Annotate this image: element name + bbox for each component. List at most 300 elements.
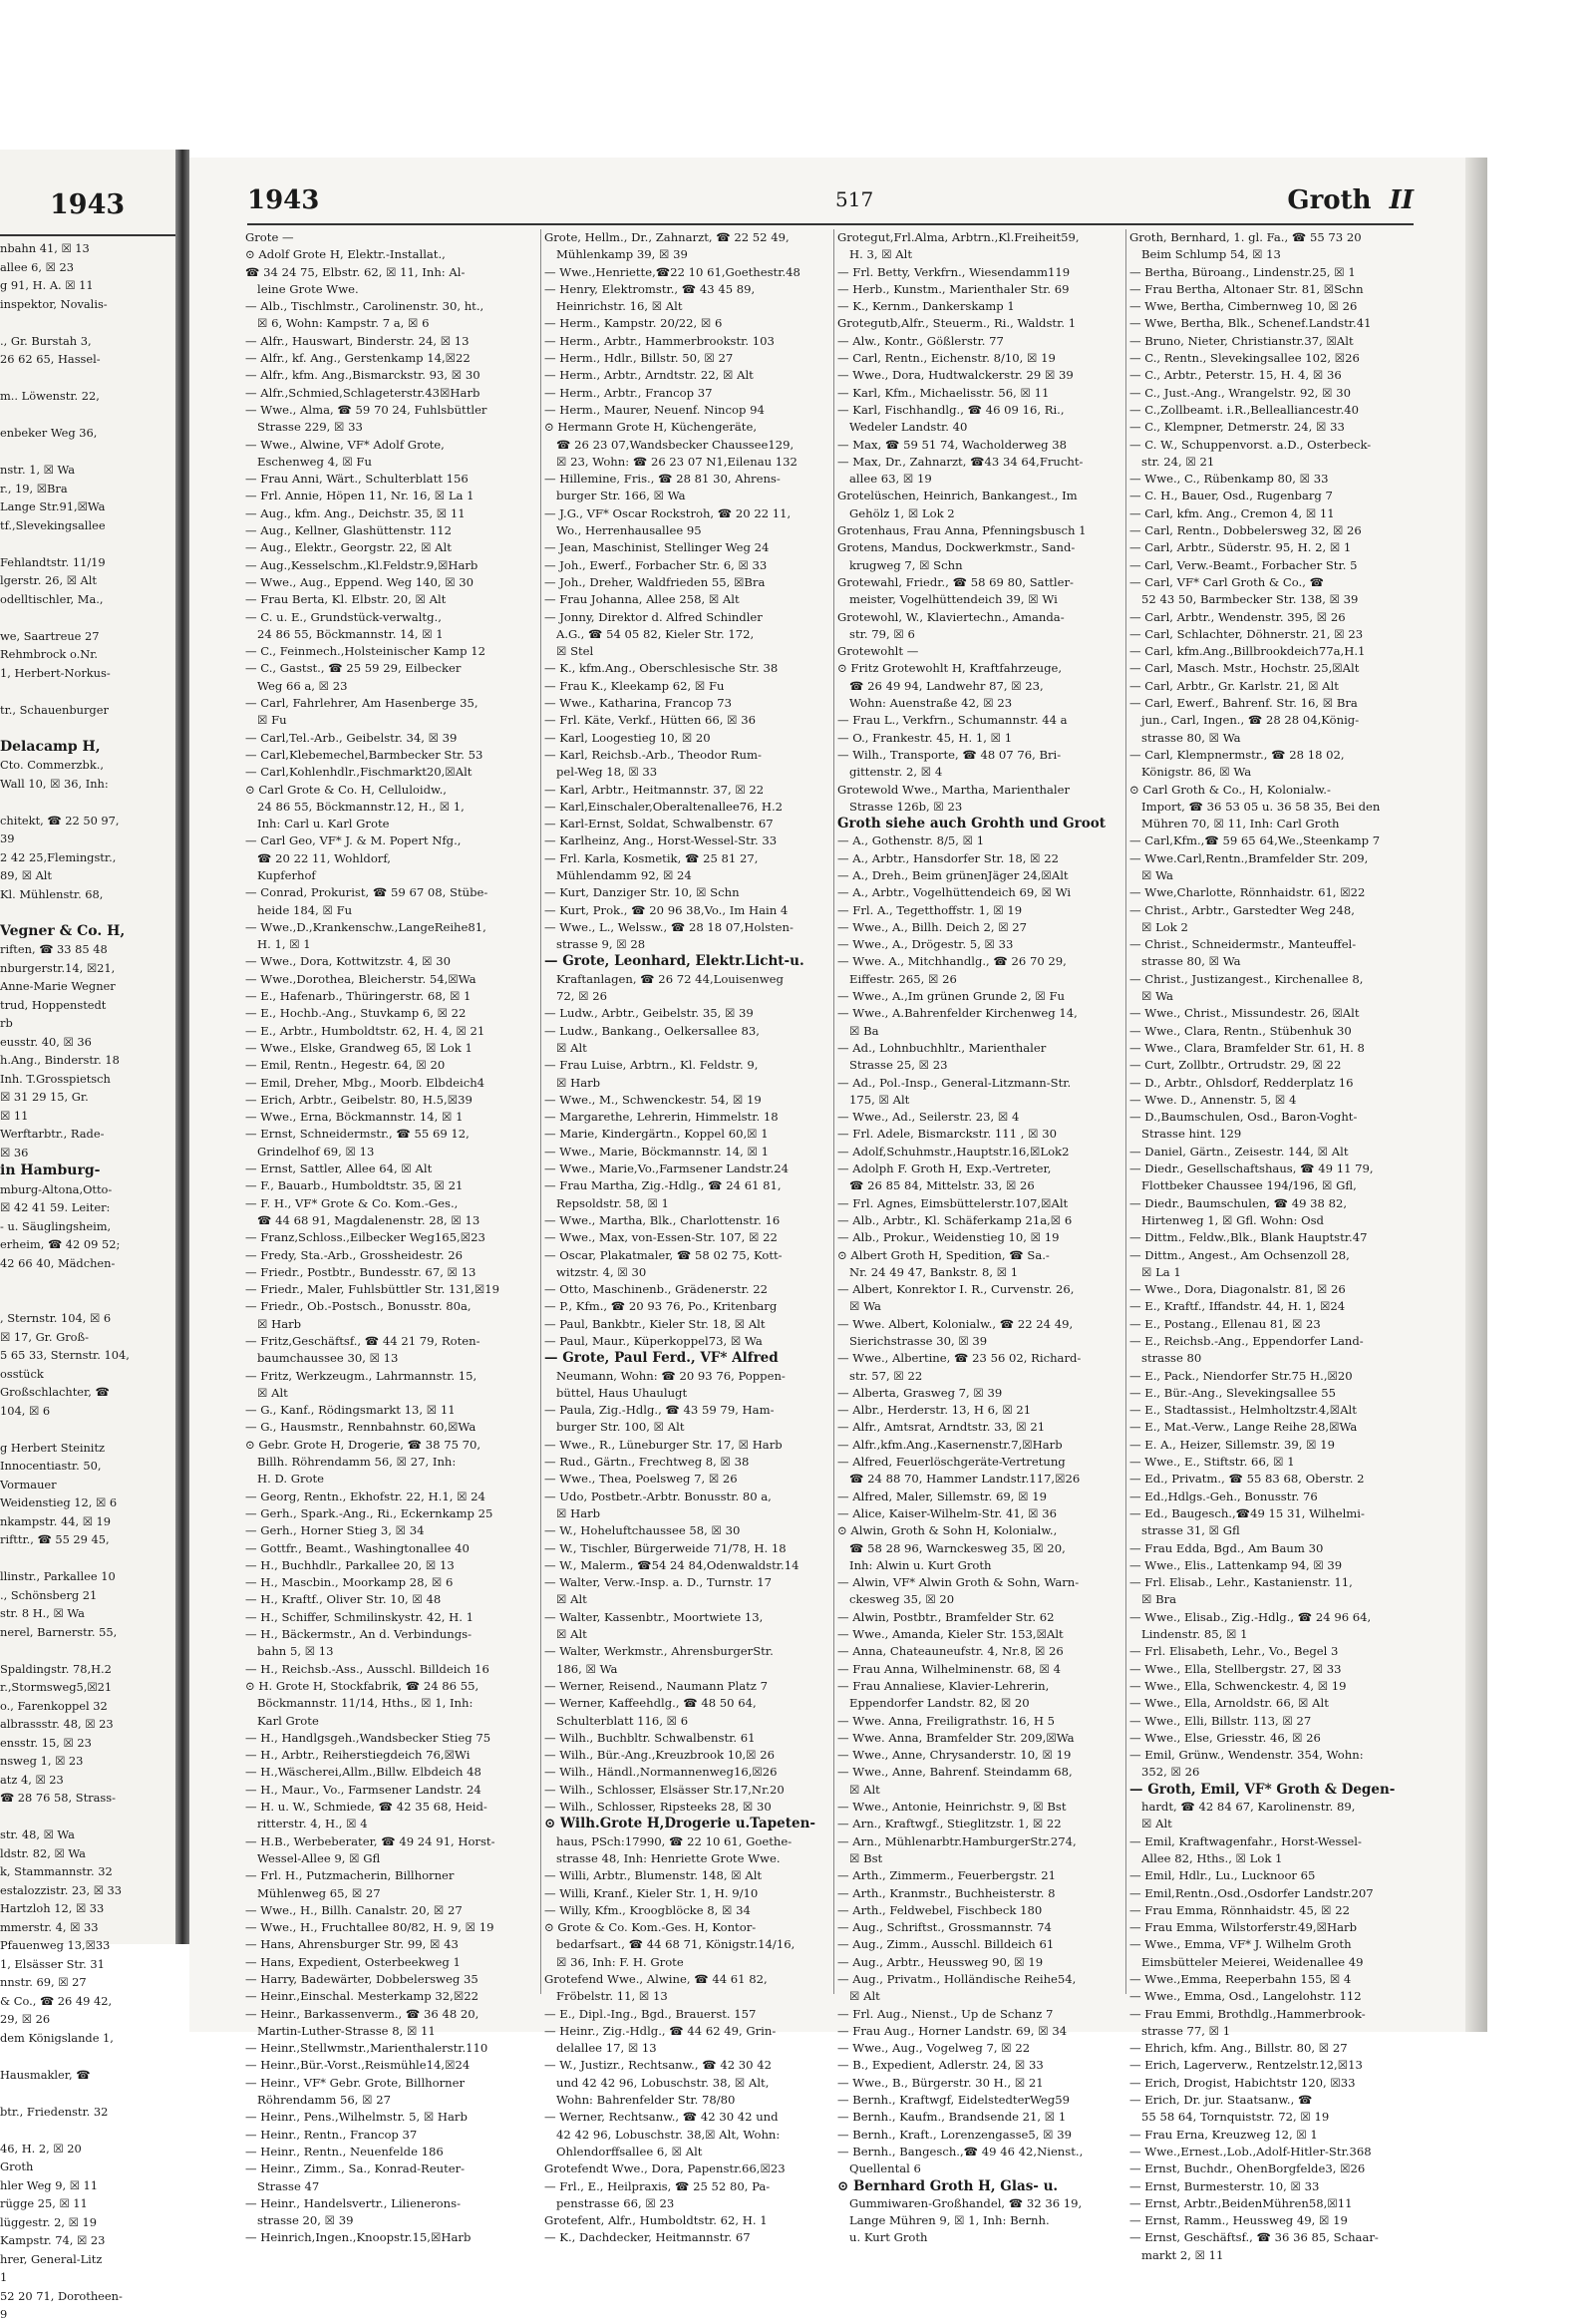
- directory-entry-line: — A., Gothenstr. 8/5, ☒ 1: [837, 833, 985, 848]
- directory-entry-line: — C., Feinmech.,Holsteinischer Kamp 12: [245, 644, 485, 659]
- directory-entry-line: Kupferhof: [257, 867, 316, 882]
- directory-entry-line: — Curt, Zollbtr., Ortrudstr. 29, ☒ 22: [1129, 1058, 1342, 1073]
- directory-entry-line: — Wwe., A.Bahrenfelder Kirchenweg 14,: [837, 1006, 1078, 1021]
- directory-entry-line: — Joh., Ewerf., Forbacher Str. 6, ☒ 33: [544, 557, 768, 572]
- directory-entry-line: Karl Grote: [257, 1713, 319, 1728]
- directory-entry-line: — Aug.,Kesselschm.,Kl.Feldstr.9,☒Harb: [245, 557, 478, 572]
- directory-entry-line: — Otto, Maschinenb., Grädenerstr. 22: [544, 1282, 768, 1297]
- header-running-name: [1287, 185, 1414, 215]
- directory-entry-line: — Anna, Chateauneufstr. 4, Nr.8, ☒ 26: [837, 1644, 1064, 1659]
- directory-entry-line: — Georg, Rentn., Ekhofstr. 22, H.1, ☒ 24: [245, 1489, 485, 1503]
- directory-entry-line: penstrasse 66, ☒ 23: [556, 2195, 675, 2210]
- previous-page-line: [0, 443, 179, 462]
- directory-entry-line: strasse 48, Inh: Henriette Grote Wwe.: [556, 1850, 781, 1865]
- previous-page-line: nbahn 41, ☒ 13: [0, 241, 90, 255]
- directory-entry-line: — Albert, Konrektor I. R., Curvenstr. 26,: [837, 1282, 1075, 1297]
- previous-page-line: [0, 2084, 179, 2103]
- previous-page-line: Wall 10, ☒ 36, Inh:: [0, 776, 109, 791]
- directory-entry-line: Gummiwaren-Großhandel, ☎ 32 36 19,: [849, 2195, 1083, 2210]
- directory-entry-line: — Paula, Zig.-Hdlg., ☎ 43 59 79, Ham-: [544, 1403, 775, 1418]
- directory-entry-line: Heinrichstr. 16, ☒ Alt: [556, 299, 683, 314]
- directory-entry-line: — Willi, Arbtr., Blumenstr. 148, ☒ Alt: [544, 1868, 763, 1883]
- directory-entry-line: ☒ Alt: [556, 1627, 587, 1642]
- previous-page-line: 1, Herbert-Norkus-: [0, 665, 111, 680]
- directory-entry-line: — Herm., Maurer, Neuenf. Nincop 94: [544, 402, 765, 417]
- previous-page-line: 46, H. 2, ☒ 20: [0, 2141, 82, 2156]
- directory-entry-line: — Carl, Rentn., Dobbelersweg 32, ☒ 26: [1129, 523, 1362, 538]
- book-gutter: [175, 150, 189, 1944]
- directory-entry-line: — Arth., Zimmerm., Feuerbergstr. 21: [837, 1868, 1056, 1883]
- previous-page-line: erheim, ☎ 42 09 52;: [0, 1237, 121, 1251]
- directory-entry-line: — Wwe., L., Welssw., ☎ 28 18 07,Holsten-: [544, 919, 794, 934]
- previous-page-line: [0, 1549, 179, 1568]
- directory-entry-line: — Heinr., Rentn., Neuenfelde 186: [245, 2144, 444, 2158]
- directory-entry-line: — Carl,Kfm.,☎ 59 65 64,We.,Steenkamp 7: [1129, 833, 1381, 848]
- directory-entry-line: — Groth, Emil, VF* Groth & Degen-: [1129, 1781, 1396, 1798]
- page-header: [247, 185, 1414, 219]
- directory-entry-line: H. 3, ☒ Alt: [849, 247, 913, 262]
- directory-entry-line: ritterstr. 4, H., ☒ 4: [257, 1817, 368, 1831]
- directory-entry-line: Grote, Hellm., Dr., Zahnarzt, ☎ 22 52 49,: [544, 230, 790, 244]
- directory-entry-line: Mühlendamm 92, ☒ 24: [556, 867, 692, 882]
- previous-page-line: r.,Stormsweg5,☒21: [0, 1680, 113, 1694]
- previous-page-line: r., 19, ☒Bra: [0, 481, 68, 496]
- directory-entry-line: — Jean, Maschinist, Stellinger Weg 24: [544, 540, 770, 555]
- directory-entry-line: — Carl Geo, VF* J. & M. Popert Nfg.,: [245, 833, 462, 848]
- directory-entry-line: Neumann, Wohn: ☎ 20 93 76, Poppen-: [556, 1368, 786, 1383]
- directory-entry-line: Allee 82, Hths., ☒ Lok 1: [1141, 1850, 1283, 1865]
- directory-entry-line: — Bernh., Kaufm., Brandsende 21, ☒ 1: [837, 2110, 1067, 2125]
- directory-entry-line: ☒ 23, Wohn: ☎ 26 23 07 N1,Eilenau 132: [556, 454, 798, 469]
- directory-entry-line: — Wwe., Ella, Stellbergstr. 27, ☒ 33: [1129, 1661, 1342, 1676]
- directory-entry-line: — Wwe., Elisab., Zig.-Hdlg., ☎ 24 96 64,: [1129, 1609, 1372, 1624]
- directory-entry-line: ☒ Stel: [556, 644, 594, 659]
- directory-entry-line: Strasse 25, ☒ 23: [849, 1058, 948, 1073]
- directory-entry-line: — Ed., Privatm., ☎ 55 83 68, Oberstr. 2: [1129, 1472, 1365, 1487]
- directory-entry-line: — C., Klempner, Detmerstr. 24, ☒ 33: [1129, 420, 1345, 435]
- directory-entry-line: — Walter, Verw.-Insp. a. D., Turnstr. 17: [544, 1575, 773, 1590]
- previous-page-line: nkampstr. 44, ☒ 19: [0, 1513, 112, 1528]
- directory-entry-line: ☒ La 1: [1141, 1264, 1181, 1279]
- directory-entry-line: — E., Hafenarb., Thüringerstr. 68, ☒ 1: [245, 989, 472, 1004]
- directory-entry-line: — Friedr., Maler, Fuhlsbüttler Str. 131,☒19: [245, 1282, 500, 1297]
- previous-page-line: Pfauenweg 13,☒33: [0, 1938, 111, 1952]
- previous-page-line: o., Farenkoppel 32: [0, 1698, 108, 1713]
- directory-entry-line: strasse 80, ☒ Wa: [1141, 730, 1241, 745]
- directory-entry-line: — Frau K., Kleekamp 62, ☒ Fu: [544, 678, 725, 693]
- previous-page-line: g Herbert Steinitz: [0, 1440, 106, 1455]
- directory-entry-line: — Daniel, Gärtn., Zeisestr. 144, ☒ Alt: [1129, 1144, 1349, 1159]
- previous-page-line: [0, 1291, 179, 1310]
- directory-entry-line: Grotelüschen, Heinrich, Bankangest., Im: [837, 489, 1078, 503]
- directory-entry-line: heide 184, ☒ Fu: [257, 902, 353, 917]
- directory-entry-line: Wohn: Bahrenfelder Str. 78/80: [556, 2093, 736, 2108]
- directory-entry-line: — Friedr., Postbtr., Bundesstr. 67, ☒ 13: [245, 1264, 477, 1279]
- directory-entry-line: ☒ Ba: [849, 1023, 879, 1038]
- directory-entry-line: Eimsbütteler Meierei, Weidenallee 49: [1141, 1954, 1364, 1969]
- directory-entry-line: — Bruno, Nieter, Christianstr.37, ☒Alt: [1129, 333, 1354, 348]
- directory-entry-line: Sierichstrasse 30, ☒ 39: [849, 1334, 988, 1348]
- directory-entry-line: — Wwe., Clara, Rentn., Stübenhuk 30: [1129, 1023, 1352, 1038]
- directory-entry-line: Flottbeker Chaussee 194/196, ☒ Gfl,: [1141, 1178, 1357, 1193]
- previous-page-line: , Sternstr. 104, ☒ 6: [0, 1311, 112, 1325]
- directory-entry-line: — Kurt, Prok., ☎ 20 96 38,Vo., Im Hain 4: [544, 902, 789, 917]
- directory-entry-line: — C. u. E., Grundstück-verwaltg.,: [245, 609, 442, 624]
- directory-entry-line: — G., Kanf., Rödingsmarkt 13, ☒ 11: [245, 1403, 456, 1418]
- directory-entry-line: — Erich, Drogist, Habichtstr 120, ☒33: [1129, 2075, 1356, 2090]
- directory-entry-line: — H., Bäckermstr., An d. Verbindungs-: [245, 1627, 472, 1642]
- directory-entry-line: Grotefendt Wwe., Dora, Papenstr.66,☒23: [544, 2161, 786, 2176]
- directory-entry-line: — Heinrich,Ingen.,Knoopstr.15,☒Harb: [245, 2230, 472, 2245]
- directory-entry-line: Grotewohl, W., Klaviertechn., Amanda-: [837, 609, 1065, 624]
- directory-entry-line: — Frau Berta, Kl. Elbstr. 20, ☒ Alt: [245, 592, 447, 607]
- directory-entry-line: — Wwe., R., Lüneburger Str. 17, ☒ Harb: [544, 1437, 783, 1452]
- directory-entry-line: — Wwe., Ella, Arnoldstr. 66, ☒ Alt: [1129, 1696, 1329, 1711]
- directory-entry-line: — Carl, Rentn., Eichenstr. 8/10, ☒ 19: [837, 351, 1056, 366]
- directory-entry-line: Grotefend Wwe., Alwine, ☎ 44 61 82,: [544, 1971, 768, 1986]
- previous-page-header-rule: [0, 234, 179, 236]
- directory-entry-line: Nr. 24 49 47, Bankstr. 8, ☒ 1: [849, 1264, 1019, 1279]
- directory-entry-line: pel-Weg 18, ☒ 33: [556, 765, 658, 780]
- directory-entry-line: — Karl, Fischhandlg., ☎ 46 09 16, Ri.,: [837, 402, 1065, 417]
- directory-entry-line: — D., Arbtr., Ohlsdorf, Redderplatz 16: [1129, 1075, 1354, 1090]
- directory-entry-line: — Karl, Kfm., Michaelisstr. 56, ☒ 11: [837, 385, 1050, 400]
- directory-entry-line: — Wwe. A., Mitchhandlg., ☎ 26 70 29,: [837, 954, 1067, 969]
- directory-entry-line: büttel, Haus Uhaulugt: [556, 1385, 688, 1400]
- directory-entry-line: — Fritz, Werkzeugm., Lahrmannstr. 15,: [245, 1368, 478, 1383]
- previous-page-line: Vormauer: [0, 1477, 57, 1492]
- directory-entry-line: — Henry, Elektromstr., ☎ 43 45 89,: [544, 281, 756, 296]
- directory-entry-line: — Conrad, Prokurist, ☎ 59 67 08, Stübe-: [245, 885, 488, 900]
- previous-page-line: inspektor, Novalis-: [0, 296, 108, 311]
- previous-page-year: 1943: [50, 189, 126, 220]
- directory-entry-line: — H., Kraftf., Oliver Str. 10, ☒ 48: [245, 1592, 442, 1607]
- directory-entry-line: — Wwe., A., Billh. Deich 2, ☒ 27: [837, 919, 1028, 934]
- directory-entry-line: — Heinr., Zimm., Sa., Konrad-Reuter-: [245, 2161, 466, 2176]
- previous-page-line: Groth: [0, 2159, 34, 2173]
- directory-entry-line: Grote —: [245, 230, 294, 244]
- previous-page-line: [0, 1808, 179, 1826]
- directory-entry-line: — Heinr., Handelsvertr., Lilienerons-: [245, 2195, 461, 2210]
- directory-entry-line: — Ernst, Geschäftsf., ☎ 36 36 85, Schaar-: [1129, 2230, 1379, 2245]
- directory-entry-line: — A., Arbtr., Vogelhüttendeich 69, ☒ Wi: [837, 885, 1072, 900]
- directory-entry-line: — Frau Emma, Rönnhaidstr. 45, ☒ 22: [1129, 1902, 1351, 1917]
- directory-entry-line: allee 63, ☒ 19: [849, 472, 932, 487]
- directory-entry-line: — Wwe., Katharina, Francop 73: [544, 696, 732, 711]
- directory-entry-line: — Franz,Schloss.,Eilbecker Weg165,☒23: [245, 1230, 485, 1245]
- directory-entry-line: — Wwe., Dora, Hudtwalckerstr. 29 ☒ 39: [837, 368, 1074, 383]
- directory-entry-line: ☒ Alt: [849, 1782, 880, 1797]
- directory-entry-line: delallee 17, ☒ 13: [556, 2041, 657, 2056]
- directory-entry-line: — Wilh., Händl.,Normannenweg16,☒26: [544, 1765, 778, 1780]
- directory-entry-line: und 42 42 96, Lobuschstr. 38, ☒ Alt,: [556, 2075, 770, 2090]
- directory-entry-line: Wohn: Auenstraße 42, ☒ 23: [849, 696, 1013, 711]
- directory-entry-line: ☒ Fu: [257, 713, 287, 728]
- directory-entry-line: Ohlendorffsallee 6, ☒ Alt: [556, 2144, 703, 2158]
- directory-entry-line: ⊙ Gebr. Grote H, Drogerie, ☎ 38 75 70,: [245, 1437, 481, 1452]
- directory-entry-line: — Diedr., Gesellschaftshaus, ☎ 49 11 79,: [1129, 1162, 1374, 1176]
- directory-entry-line: Mühlenweg 65, ☒ 27: [257, 1885, 381, 1900]
- directory-entry-line: — E., Mat.-Verw., Lange Reihe 28,☒Wa: [1129, 1420, 1358, 1435]
- directory-entry-line: Strasse 126b, ☒ 23: [849, 799, 963, 814]
- directory-entry-line: bahn 5, ☒ 13: [257, 1644, 334, 1659]
- previous-page-line: - u. Säuglingsheim,: [0, 1218, 112, 1233]
- previous-page-line: 39: [0, 831, 15, 845]
- directory-entry-line: — Aug., Privatm., Holländische Reihe54,: [837, 1971, 1077, 1986]
- directory-entry-line: — F., Bauarb., Humboldtstr. 35, ☒ 21: [245, 1178, 464, 1193]
- directory-entry-line: — H., Schiffer, Schmilinskystr. 42, H. 1: [245, 1609, 475, 1624]
- directory-entry-line: — Frl. Käte, Verkf., Hütten 66, ☒ 36: [544, 713, 756, 728]
- directory-entry-line: — Erich, Dr. jur. Staatsanw., ☎: [1129, 2093, 1313, 2108]
- directory-entry-line: — Carl, Schlachter, Döhnerstr. 21, ☒ 23: [1129, 626, 1364, 641]
- directory-entry-line: — Carl, Arbtr., Süderstr. 95, H. 2, ☒ 1: [1129, 540, 1352, 555]
- previous-page-line: nburgerstr.14, ☒21,: [0, 960, 116, 975]
- directory-entry-line: — Ludw., Bankang., Oelkersallee 83,: [544, 1023, 760, 1038]
- directory-entry-line: — Herb., Kunstm., Marienthaler Str. 69: [837, 281, 1070, 296]
- directory-entry-line: — Wwe., Dora, Kottwitzstr. 4, ☒ 30: [245, 954, 452, 969]
- previous-page-line: Inh. T.Grosspietsch: [0, 1071, 111, 1086]
- directory-entry-line: — Wwe., Martha, Blk., Charlottenstr. 16: [544, 1212, 781, 1227]
- directory-entry-line: — Friedr., Ob.-Postsch., Bonusstr. 80a,: [245, 1299, 472, 1314]
- directory-entry-line: str. 57, ☒ 22: [849, 1368, 923, 1383]
- directory-entry-line: — Alfr., kf. Ang., Gerstenkamp 14,☒22: [245, 351, 471, 366]
- directory-entry-line: — C., Just.-Ang., Wrangelstr. 92, ☒ 30: [1129, 385, 1351, 400]
- directory-entry-line: — Alb., Prokur., Weidenstieg 10, ☒ 19: [837, 1230, 1060, 1245]
- previous-page-line: ☎ 28 76 58, Strass-: [0, 1791, 116, 1805]
- directory-entry-line: ☒ Harb: [257, 1316, 302, 1331]
- previous-page-line: hler Weg 9, ☒ 11: [0, 2177, 99, 2192]
- directory-entry-line: Grotegutb,Alfr., Steuerm., Ri., Waldstr. 1: [837, 316, 1077, 331]
- previous-page-line: [0, 313, 179, 332]
- directory-entry-line: — Aug., Elektr., Georgstr. 22, ☒ Alt: [245, 540, 452, 555]
- directory-entry-line: — Christ., Arbtr., Garstedter Weg 248,: [1129, 902, 1355, 917]
- directory-entry-line: ☒ Alt: [849, 1989, 880, 2004]
- directory-entry-line: 175, ☒ Alt: [849, 1092, 910, 1107]
- directory-entry-line: Groth siehe auch Grohth und Groot: [837, 816, 1106, 832]
- directory-entry-line: — Margarethe, Lehrerin, Himmelstr. 18: [544, 1110, 779, 1125]
- directory-entry-line: — Carl,Tel.-Arb., Geibelstr. 34, ☒ 39: [245, 730, 458, 745]
- directory-entry-line: — Grote, Leonhard, Elektr.Licht-u.: [544, 953, 804, 970]
- directory-entry-line: Königstr. 86, ☒ Wa: [1141, 765, 1252, 780]
- directory-entry-line: — H., Reichsb.-Ass., Ausschl. Billdeich 16: [245, 1661, 489, 1676]
- directory-entry-line: Hirtenweg 1, ☒ Gfl. Wohn: Osd: [1141, 1212, 1324, 1227]
- directory-page: [189, 158, 1487, 2262]
- directory-entry-line: — Carl, kfm.Ang.,Billbrookdeich77a,H.1: [1129, 644, 1366, 659]
- directory-entry-line: — Hillemine, Fris., ☎ 28 81 30, Ahrens-: [544, 472, 781, 487]
- directory-entry-line: — Wwe., Anne, Bahrenf. Steindamm 68,: [837, 1765, 1073, 1780]
- directory-entry-line: H. D. Grote: [257, 1472, 325, 1487]
- directory-entry-line: ⊙ Bernhard Groth H, Glas- u.: [837, 2177, 1059, 2194]
- directory-entry-line: Schulterblatt 116, ☒ 6: [556, 1713, 689, 1728]
- directory-column-2: [544, 229, 836, 2245]
- directory-entry-line: — Carl, Klempnermstr., ☎ 28 18 02,: [1129, 747, 1345, 762]
- previous-page-line: [0, 406, 179, 425]
- directory-entry-line: — Wwe. Albert, Kolonialw., ☎ 22 24 49,: [837, 1316, 1074, 1331]
- directory-entry-line: burger Str. 100, ☒ Alt: [556, 1420, 685, 1435]
- directory-entry-line: — Wwe., Emma, VF* J. Wilhelm Groth: [1129, 1937, 1352, 1952]
- directory-entry-line: — Kurt, Danziger Str. 10, ☒ Schn: [544, 885, 740, 900]
- directory-entry-line: — Fritz,Geschäftsf., ☎ 44 21 79, Roten-: [245, 1334, 480, 1348]
- previous-page-line: [0, 1420, 179, 1439]
- directory-entry-line: — O., Frankestr. 45, H. 1, ☒ 1: [837, 730, 1013, 745]
- directory-entry-line: — Alw., Kontr., Gößlerstr. 77: [837, 333, 1004, 348]
- directory-entry-line: ⊙ Grote & Co. Kom.-Ges. H, Kontor-: [544, 1920, 757, 1935]
- directory-entry-line: leine Grote Wwe.: [257, 281, 359, 296]
- directory-entry-line: — Frau Martha, Zig.-Hdlg., ☎ 24 61 81,: [544, 1178, 782, 1193]
- directory-entry-line: — Frau Emma, Wilstorferstr.49,☒Harb: [1129, 1920, 1357, 1935]
- directory-entry-line: — Oscar, Plakatmaler, ☎ 58 02 75, Kott-: [544, 1247, 783, 1262]
- directory-entry-line: Quellental 6: [849, 2161, 921, 2176]
- previous-page-line: ., Gr. Burstah 3,: [0, 333, 92, 348]
- directory-entry-line: — Albr., Herderstr. 13, H 6, ☒ 21: [837, 1403, 1032, 1418]
- previous-page-line: rügge 25, ☒ 11: [0, 2196, 88, 2210]
- directory-entry-line: — Frau Emmi, Brothdlg.,Hammerbrook-: [1129, 2006, 1366, 2021]
- directory-entry-line: — Wwe., Clara, Bramfelder Str. 61, H. 8: [1129, 1040, 1365, 1055]
- directory-entry-line: Grotewohlt —: [837, 644, 919, 659]
- directory-entry-line: — Christ., Schneidermstr., Manteuffel-: [1129, 937, 1357, 952]
- directory-entry-line: ⊙ Albert Groth H, Spedition, ☎ Sa.-: [837, 1247, 1050, 1262]
- directory-entry-line: — Udo, Postbetr.-Arbtr. Bonusstr. 80 a,: [544, 1489, 772, 1503]
- directory-entry-line: markt 2, ☒ 11: [1141, 2247, 1224, 2262]
- directory-entry-line: — Ernst, Sattler, Allee 64, ☒ Alt: [245, 1162, 433, 1176]
- directory-entry-line: — H., Mascbin., Moorkamp 28, ☒ 6: [245, 1575, 454, 1590]
- previous-page-line: m.. Löwenstr. 22,: [0, 389, 100, 403]
- previous-page-line: nnstr. 69, ☒ 27: [0, 1975, 87, 1989]
- directory-entry-line: — Alb., Arbtr., Kl. Schäferkamp 21a,☒ 6: [837, 1212, 1073, 1227]
- directory-entry-line: — Dittm., Feldw.,Blk., Blank Hauptstr.47: [1129, 1230, 1368, 1245]
- directory-entry-line: — Alwin, Postbtr., Bramfelder Str. 62: [837, 1609, 1055, 1624]
- previous-page-line: h.Ang., Binderstr. 18: [0, 1053, 120, 1067]
- directory-entry-line: — Frau L., Verkfrn., Schumannstr. 44 a: [837, 713, 1068, 728]
- directory-entry-line: — Bernh., Kraft., Lorenzengasse5, ☒ 39: [837, 2127, 1072, 2142]
- directory-entry-line: Grotewahl, Friedr., ☎ 58 69 80, Sattler-: [837, 574, 1074, 589]
- directory-entry-line: — Wilh., Schlosser, Ripsteeks 28, ☒ 30: [544, 1800, 772, 1815]
- directory-entry-line: — Frau Luise, Arbtrn., Kl. Feldstr. 9,: [544, 1058, 759, 1073]
- directory-entry-line: — E., Reichsb.-Ang., Eppendorfer Land-: [1129, 1334, 1364, 1348]
- directory-entry-line: ☒ Wa: [1141, 867, 1173, 882]
- directory-entry-line: — Arn., Mühlenarbtr.HamburgerStr.274,: [837, 1833, 1077, 1848]
- directory-entry-line: — A., Dreh., Beim grünenJäger 24,☒Alt: [837, 867, 1069, 882]
- directory-entry-line: — Wwe., Ad., Seilerstr. 23, ☒ 4: [837, 1110, 1020, 1125]
- directory-entry-line: — Frl. H., Putzmacherin, Billhorner: [245, 1868, 455, 1883]
- directory-entry-line: ⊙ H. Grote H, Stockfabrik, ☎ 24 86 55,: [245, 1678, 479, 1693]
- directory-entry-line: ☒ Wa: [849, 1299, 881, 1314]
- previous-page-line: 52 20 71, Dorotheen-: [0, 2288, 123, 2303]
- directory-entry-line: — Wwe.,D.,Krankenschw.,LangeReihe81,: [245, 919, 486, 934]
- previous-page-line: [0, 2121, 179, 2140]
- directory-entry-line: ☎ 58 28 96, Warnckesweg 35, ☒ 20,: [849, 1540, 1066, 1555]
- directory-entry-line: — Ernst, Arbtr.,BeidenMühren58,☒11: [1129, 2195, 1353, 2210]
- directory-entry-line: — H., Buchhdlr., Parkallee 20, ☒ 13: [245, 1557, 455, 1572]
- directory-entry-line: — Wwe., C., Rübenkamp 80, ☒ 33: [1129, 472, 1329, 487]
- directory-entry-line: — Alfr., Hauswart, Binderstr. 24, ☒ 13: [245, 333, 470, 348]
- directory-entry-line: — Walter, Kassenbtr., Moortwiete 13,: [544, 1609, 764, 1624]
- directory-entry-line: Grindelhof 69, ☒ 13: [257, 1144, 375, 1159]
- directory-entry-line: — Gerh., Horner Stieg 3, ☒ 34: [245, 1523, 425, 1538]
- directory-entry-line: ☒ Alt: [556, 1040, 587, 1055]
- previous-page-line: 104, ☒ 6: [0, 1403, 51, 1418]
- directory-entry-line: ⊙ Carl Grote & Co. H, Celluloidw.,: [245, 782, 447, 797]
- directory-entry-line: — Aug., Zimm., Ausschl. Billdeich 61: [837, 1937, 1055, 1952]
- directory-entry-line: strasse 80: [1141, 1351, 1202, 1366]
- directory-entry-line: Inh: Alwin u. Kurt Groth: [849, 1557, 992, 1572]
- directory-entry-line: — Werner, Reisend., Naumann Platz 7: [544, 1678, 768, 1693]
- directory-entry-line: strasse 9, ☒ 28: [556, 937, 646, 952]
- directory-entry-line: — H.,Wäscherei,Allm.,Billw. Elbdeich 48: [245, 1765, 481, 1780]
- directory-entry-line: — Frau Anna, Wilhelminenstr. 68, ☒ 4: [837, 1661, 1062, 1676]
- directory-entry-line: — Heinr., Barkassenverm., ☎ 36 48 20,: [245, 2006, 479, 2021]
- directory-entry-line: — Bernh., Kraftwgf, EidelstedterWeg59: [837, 2093, 1070, 2108]
- directory-entry-line: 352, ☒ 26: [1141, 1765, 1200, 1780]
- directory-entry-line: ☒ Wa: [1141, 989, 1173, 1004]
- directory-entry-line: — Frl. Annie, Höpen 11, Nr. 16, ☒ La 1: [245, 489, 475, 503]
- directory-entry-line: Groth, Bernhard, 1. gl. Fa., ☎ 55 73 20: [1129, 230, 1362, 244]
- previous-page-line: [0, 1641, 179, 1660]
- directory-entry-line: u. Kurt Groth: [849, 2230, 928, 2245]
- directory-entry-line: — Gottfr., Beamt., Washingtonallee 40: [245, 1540, 470, 1555]
- directory-entry-line: — Ad., Lohnbuchhltr., Marienthaler: [837, 1040, 1047, 1055]
- directory-entry-line: — Wwe., Aug., Vogelweg 7, ☒ 22: [837, 2041, 1031, 2056]
- directory-entry-line: — Werner, Rechtsanw., ☎ 42 30 42 und: [544, 2110, 779, 2125]
- directory-entry-line: — Wwe., A.,Im grünen Grunde 2, ☒ Fu: [837, 989, 1065, 1004]
- previous-page-line: [0, 2047, 179, 2066]
- directory-entry-line: ☎ 26 49 94, Landwehr 87, ☒ 23,: [849, 678, 1044, 693]
- directory-entry-line: 72, ☒ 26: [556, 989, 607, 1004]
- directory-entry-line: Import, ☎ 36 53 05 u. 36 58 35, Bei den: [1141, 799, 1381, 814]
- directory-entry-line: ⊙ Carl Groth & Co., H, Kolonialw.-: [1129, 782, 1331, 797]
- previous-page-line: llinstr., Parkallee 10: [0, 1569, 116, 1583]
- directory-entry-line: — Wwe.,Henriette,☎22 10 61,Goethestr.48: [544, 264, 800, 279]
- directory-entry-line: — Aug., kfm. Ang., Deichstr. 35, ☒ 11: [245, 505, 466, 520]
- previous-page-line: lüggestr. 2, ☒ 19: [0, 2214, 97, 2229]
- directory-entry-line: — E., Bür.-Ang., Slevekingsallee 55: [1129, 1385, 1336, 1400]
- previous-page-line: mburg-Altona,Otto-: [0, 1181, 113, 1196]
- directory-entry-line: — Ernst, Schneidermstr., ☎ 55 69 12,: [245, 1127, 470, 1142]
- directory-entry-line: — Wwe,Charlotte, Rönnhaidstr. 61, ☒22: [1129, 885, 1366, 900]
- directory-entry-line: — H. u. W., Schmiede, ☎ 42 35 68, Heid-: [245, 1800, 487, 1815]
- directory-entry-line: 52 43 50, Barmbecker Str. 138, ☒ 39: [1141, 592, 1359, 607]
- directory-entry-line: — Frau Annaliese, Klavier-Lehrerin,: [837, 1678, 1050, 1693]
- directory-entry-line: Martin-Luther-Strasse 8, ☒ 11: [257, 2023, 436, 2038]
- directory-entry-line: — Frau Edda, Bgd., Am Baum 30: [1129, 1540, 1324, 1555]
- previous-page-line: [0, 682, 179, 701]
- directory-entry-line: — C. H., Bauer, Osd., Rugenbarg 7: [1129, 489, 1333, 503]
- directory-entry-line: — Wwe., B., Bürgerstr. 30 H., ☒ 21: [837, 2075, 1044, 2090]
- directory-column-3: [837, 229, 1129, 2245]
- directory-entry-line: Wessel-Allee 9, ☒ Gfl: [257, 1850, 381, 1865]
- directory-entry-line: — Frl. A., Tegetthoffstr. 1, ☒ 19: [837, 902, 1023, 917]
- directory-entry-line: gittenstr. 2, ☒ 4: [849, 765, 943, 780]
- directory-entry-line: — Herm., Arbtr., Francop 37: [544, 385, 713, 400]
- previous-page-line: mmerstr. 4, ☒ 33: [0, 1919, 99, 1934]
- directory-entry-line: Eiffestr. 265, ☒ 26: [849, 971, 957, 986]
- directory-entry-line: — Wwe.,Ernest.,Lob.,Adolf-Hitler-Str.368: [1129, 2144, 1372, 2158]
- directory-entry-line: ☎ 24 88 70, Hammer Landstr.117,☒26: [849, 1472, 1081, 1487]
- directory-entry-line: — Willy, Kfm., Kroogblöcke 8, ☒ 34: [544, 1902, 751, 1917]
- directory-column-4: [1129, 229, 1422, 2262]
- directory-entry-line: — C., Arbtr., Peterstr. 15, H. 4, ☒ 36: [1129, 368, 1342, 383]
- directory-entry-line: ☎ 26 23 07,Wandsbecker Chaussee129,: [556, 437, 795, 452]
- directory-entry-line: 24 86 55, Böckmannstr. 14, ☒ 1: [257, 626, 444, 641]
- previous-page-line: 1, Elsässer Str. 31: [0, 1956, 105, 1971]
- directory-entry-line: — Hans, Ahrensburger Str. 99, ☒ 43: [245, 1937, 459, 1952]
- previous-page-line: Delacamp H,: [0, 738, 101, 755]
- directory-entry-line: Gehölz 1, ☒ Lok 2: [849, 505, 955, 520]
- previous-page-line: in Hamburg-: [0, 1162, 101, 1178]
- previous-page-line: 42 66 40, Mädchen-: [0, 1255, 116, 1270]
- directory-entry-line: — Aug., Kellner, Glashüttenstr. 112: [245, 523, 452, 538]
- directory-entry-line: — E., Arbtr., Humboldtstr. 62, H. 4, ☒ 21: [245, 1023, 485, 1038]
